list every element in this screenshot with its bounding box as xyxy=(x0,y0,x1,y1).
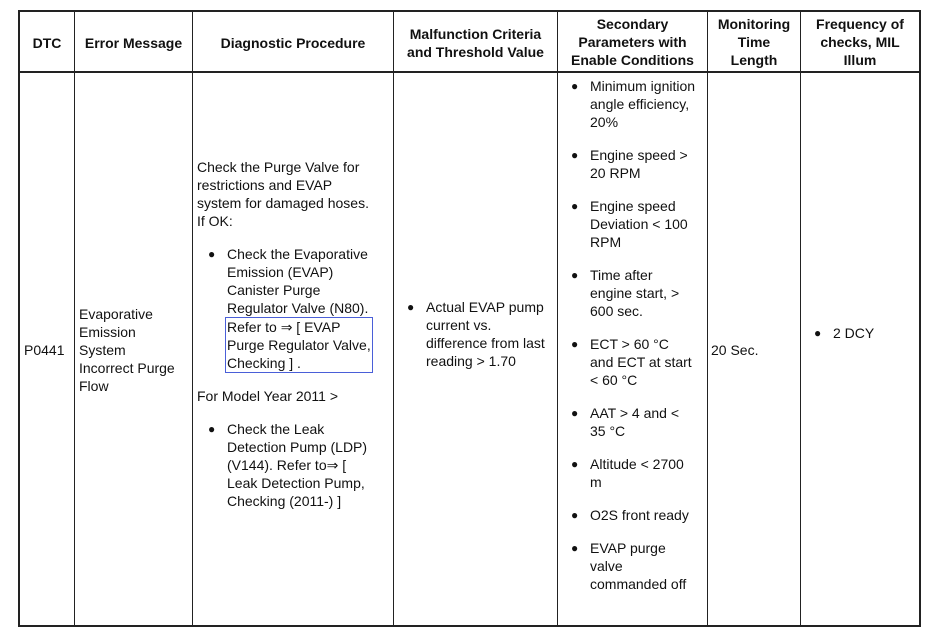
secondary-item: ● Engine speed > 20 RPM xyxy=(569,146,707,182)
secondary-item: ● AAT > 4 and < 35 °C xyxy=(569,404,707,440)
evap-valve-reference-link[interactable]: Refer to ⇒ [ EVAP Purge Regulator Valve, Checking ] . xyxy=(227,319,371,371)
table-border-bottom xyxy=(18,625,921,627)
column-divider xyxy=(74,10,75,627)
header-secondary-parameters: Secondary Parameters with Enable Conditions xyxy=(571,16,694,68)
procedure-intro: Check the Purge Valve for restrictions and EVAP system for damaged hoses. If OK: xyxy=(197,159,369,229)
table-border-right xyxy=(919,10,921,627)
column-divider xyxy=(192,10,193,627)
column-divider xyxy=(393,10,394,627)
secondary-item: ● ECT > 60 °C and ECT at start < 60 °C xyxy=(569,335,707,389)
header-malfunction-criteria: Malfunction Criteria and Threshold Value xyxy=(407,26,544,60)
frequency-checks xyxy=(812,324,918,342)
table-border-left xyxy=(18,10,20,627)
header-diagnostic-procedure: Diagnostic Procedure xyxy=(220,35,366,51)
column-divider xyxy=(557,10,558,627)
secondary-item: ● Minimum ignition angle efficiency, 20% xyxy=(569,77,707,131)
column-divider xyxy=(800,10,801,627)
malfunction-criteria xyxy=(405,298,557,370)
secondary-item: ● Engine speed Deviation < 100 RPM xyxy=(569,197,707,251)
secondary-item: ● O2S front ready xyxy=(569,506,707,524)
secondary-item: ● Altitude < 2700 m xyxy=(569,455,707,491)
table-border-top xyxy=(18,10,921,12)
procedure-model-year: For Model Year 2011 > xyxy=(197,388,339,404)
dtc-code: P0441 xyxy=(24,342,65,358)
secondary-item: ● Time after engine start, > 600 sec. xyxy=(569,266,707,320)
diagnostic-procedure xyxy=(197,158,391,510)
secondary-parameters xyxy=(569,77,707,593)
secondary-item: ● EVAP purge valve commanded off xyxy=(569,539,707,593)
procedure-step-leak-pump: ● Check the Leak Detection Pump (LDP) (V144). Refer to⇒ [ Leak Detection Pump, Checking (2011-) ] xyxy=(206,420,391,510)
header-monitoring-time: Monitoring Time Length xyxy=(717,16,791,68)
error-message: Evaporative Emission System Incorrect Purge Flow xyxy=(79,306,175,394)
header-dtc: DTC xyxy=(32,35,62,51)
frequency-item: ● 2 DCY xyxy=(812,324,918,342)
procedure-step-evap-valve: ● Check the Evaporative Emission (EVAP) Canister Purge Regulator Valve (N80). Refer to ⇒ [ EVAP Purge Regulator Valve, Checking ] . xyxy=(206,245,391,373)
malfunction-item: ● Actual EVAP pump current vs. difference from last reading > 1.70 xyxy=(405,298,557,370)
column-divider xyxy=(707,10,708,627)
monitoring-time: 20 Sec. xyxy=(711,342,759,358)
header-error-message: Error Message xyxy=(84,35,183,51)
header-separator xyxy=(18,71,921,73)
header-frequency: Frequency of checks, MIL Illum xyxy=(816,16,904,68)
